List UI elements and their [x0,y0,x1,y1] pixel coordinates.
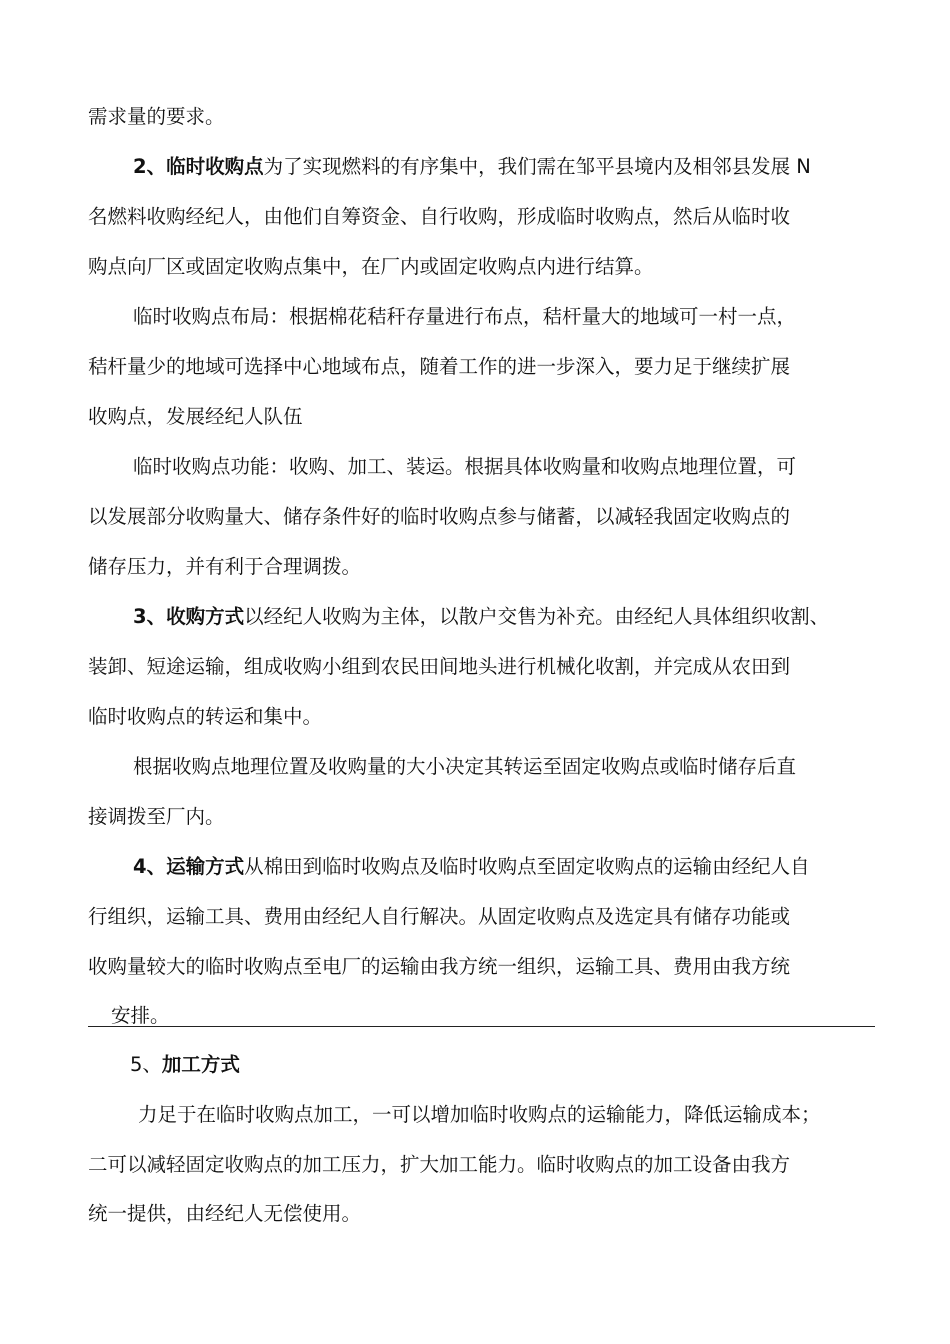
section-3-line-1-text: 以经纪人收购为主体，以散户交售为补充。由经纪人具体组织收割、 [244,605,830,628]
section-3-heading: 收购方式 [166,605,245,628]
section-4-line-2: 行组织，运输工具、费用由经纪人自行解决。从固定收购点及选定具有储存功能或 [88,905,791,928]
section-3-number: 3、 [133,605,167,628]
section-2-line-3: 购点向厂区或固定收购点集中，在厂内或固定收购点内进行结算。 [88,255,654,278]
section-2-number: 2、 [133,155,167,178]
layout-paragraph-line-2: 秸杆量少的地域可选择中心地域布点，随着工作的进一步深入，要力足于继续扩展 [88,355,791,378]
function-paragraph-line-1: 临时收购点功能：收购、加工、装运。根据具体收购量和收购点地理位置，可 [133,455,797,478]
function-paragraph-line-2: 以发展部分收购量大、储存条件好的临时收购点参与储蓄，以减轻我固定收购点的 [88,505,791,528]
intro-line-1: 需求量的要求。 [88,105,225,128]
section-2-heading: 临时收购点 [166,155,264,178]
section-5-line-3: 统一提供，由经纪人无偿使用。 [88,1202,362,1225]
layout-paragraph-line-3: 收购点，发展经纪人队伍 [88,405,303,428]
layout-paragraph-line-1: 临时收购点布局：根据棉花秸秆存量进行布点，秸杆量大的地域可一村一点， [133,305,797,328]
section-3-line-1 [133,604,829,630]
horizontal-divider [88,1026,875,1027]
section-5-heading: 加工方式 [161,1053,240,1076]
section-4-line-4: 安排。 [111,1004,170,1027]
section-5-line-1: 力足于在临时收购点加工，一可以增加临时收购点的运输能力，降低运输成本； [138,1103,821,1126]
section-4-line-3: 收购量较大的临时收购点至电厂的运输由我方统一组织，运输工具、费用由我方统 [88,955,791,978]
section-4-number: 4、 [133,855,167,878]
section-2-line-2: 名燃料收购经纪人，由他们自筹资金、自行收购，形成临时收购点，然后从临时收 [88,205,791,228]
section-3-sub-line-2: 接调拨至厂内。 [88,805,225,828]
section-4-line-1 [133,854,810,880]
section-2-line-1-text: 为了实现燃料的有序集中，我们需在邹平县境内及相邻县发展 N [263,155,811,178]
section-4-heading: 运输方式 [166,855,245,878]
section-3-line-3: 临时收购点的转运和集中。 [88,705,323,728]
section-2-line-1 [133,154,811,180]
function-paragraph-line-3: 储存压力，并有利于合理调拨。 [88,555,362,578]
section-5-heading-line [130,1052,240,1078]
section-3-line-2: 装卸、短途运输，组成收购小组到农民田间地头进行机械化收割，并完成从农田到 [88,655,791,678]
section-5-number: 5、 [130,1053,162,1076]
section-5-line-2: 二可以减轻固定收购点的加工压力，扩大加工能力。临时收购点的加工设备由我方 [88,1153,791,1176]
section-3-sub-line-1: 根据收购点地理位置及收购量的大小决定其转运至固定收购点或临时储存后直 [133,755,797,778]
section-4-line-1-text: 从棉田到临时收购点及临时收购点至固定收购点的运输由经纪人自 [244,855,810,878]
